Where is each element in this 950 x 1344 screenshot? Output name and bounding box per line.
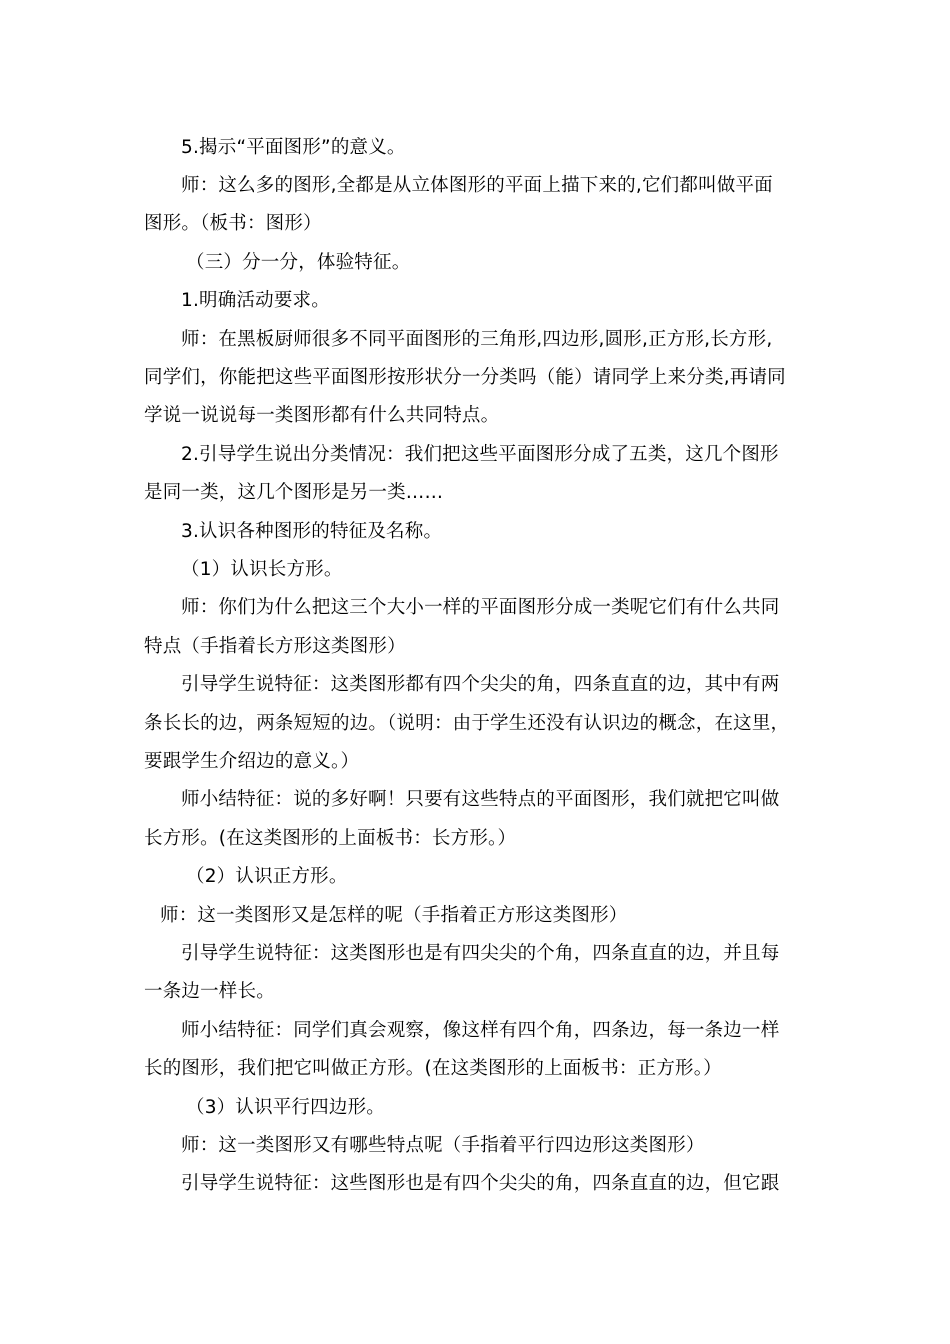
text-line: 师：这一类图形又有哪些特点呢（手指着平行四边形这类图形） [181, 1135, 705, 1156]
text-line: 引导学生说特征：这些图形也是有四个尖尖的角，四条直直的边，但它跟 [181, 1173, 780, 1194]
text-line: 长的图形，我们把它叫做正方形。(在这类图形的上面板书：正方形。） [144, 1058, 722, 1079]
text-line: 学说一说说每一类图形都有什么共同特点。 [144, 405, 500, 426]
text-line: 师：这么多的图形,全都是从立体图形的平面上描下来的,它们都叫做平面 [181, 175, 773, 196]
subsection-heading: （2）认识正方形。 [186, 866, 348, 887]
text-line: 师小结特征：说的多好啊！只要有这些特点的平面图形，我们就把它叫做 [181, 789, 780, 810]
subsection-heading: （3）认识平行四边形。 [186, 1097, 385, 1118]
text-line: 引导学生说特征：这类图形也是有四尖尖的个角，四条直直的边，并且每 [181, 943, 780, 964]
text-line: 师：这一类图形又是怎样的呢（手指着正方形这类图形） [160, 905, 628, 926]
text-line: 师小结特征：同学们真会观察，像这样有四个角，四条边，每一条边一样 [181, 1020, 780, 1041]
text-line: 3.认识各种图形的特征及名称。 [181, 521, 443, 542]
text-line: 图形。（板书：图形） [144, 213, 322, 234]
text-line: 要跟学生介绍边的意义。） [144, 751, 360, 772]
text-line: 5.揭示“平面图形”的意义。 [181, 137, 406, 158]
text-line: 2.引导学生说出分类情况：我们把这些平面图形分成了五类，这几个图形 [181, 444, 779, 465]
text-line: 条长长的边，两条短短的边。（说明：由于学生还没有认识边的概念，在这里， [144, 713, 790, 734]
text-line: 师：在黑板厨师很多不同平面图形的三角形,四边形,圆形,正方形,长方形, [181, 329, 773, 350]
text-line: 同学们，你能把这些平面图形按形状分一分类吗（能）请同学上来分类,再请同 [144, 367, 786, 388]
text-line: 特点（手指着长方形这类图形） [144, 636, 406, 657]
text-line: 是同一类，这几个图形是另一类…… [144, 482, 444, 503]
text-line: 长方形。(在这类图形的上面板书：长方形。） [144, 828, 517, 849]
text-line: 引导学生说特征：这类图形都有四个尖尖的角，四条直直的边，其中有两 [181, 674, 780, 695]
text-line: 师：你们为什么把这三个大小一样的平面图形分成一类呢它们有什么共同 [181, 597, 780, 618]
text-line: 1.明确活动要求。 [181, 290, 330, 311]
section-heading: （三）分一分，体验特征。 [186, 252, 411, 273]
subsection-heading: （1）认识长方形。 [181, 559, 343, 580]
text-line: 一条边一样长。 [144, 981, 275, 1002]
